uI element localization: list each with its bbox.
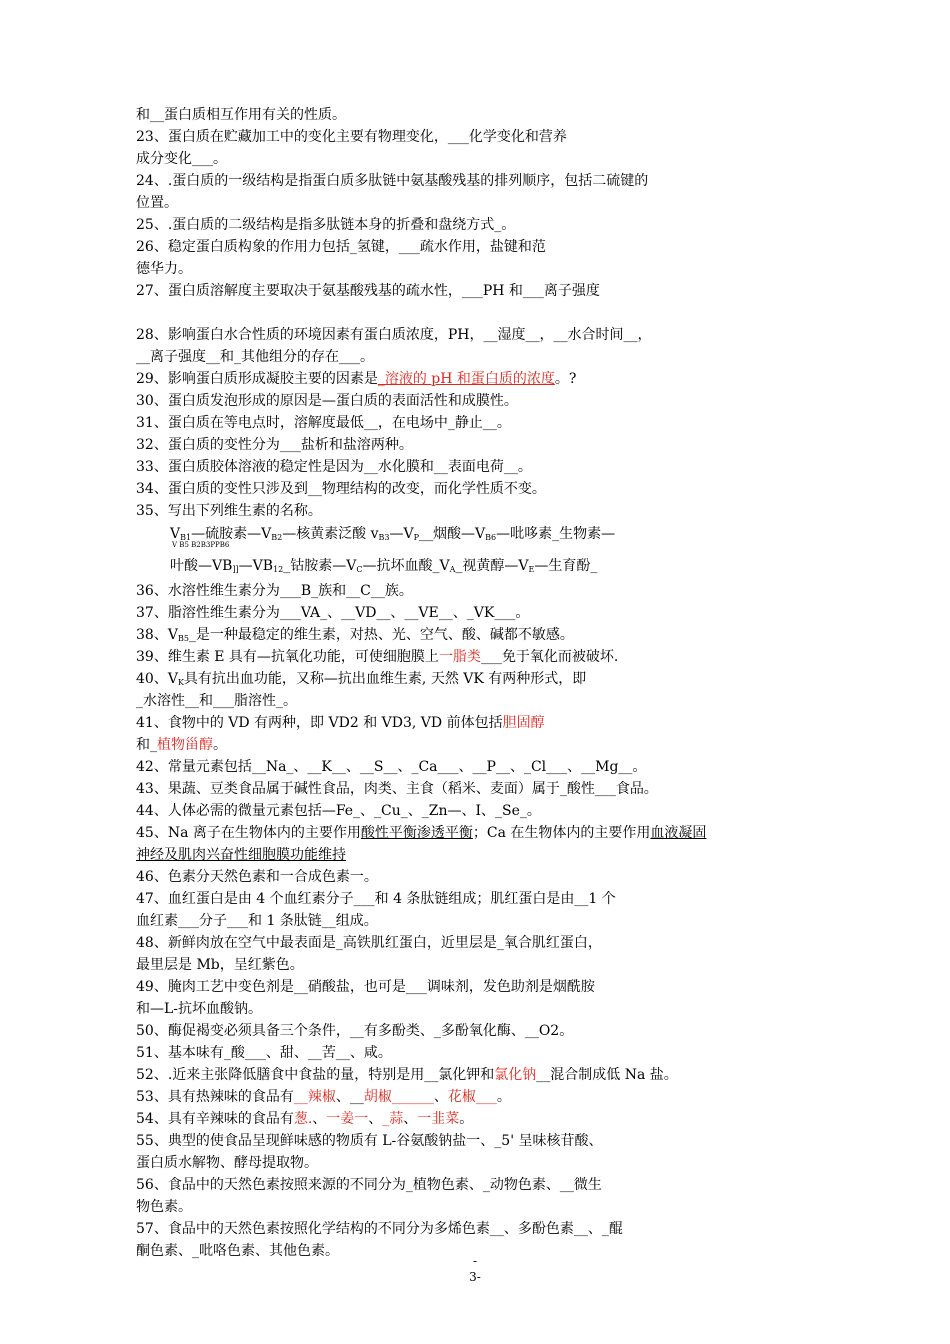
- text-run: 38、V: [136, 627, 178, 643]
- text-run: 41、食物中的 VD 有两种，即 VD2 和 VD3, VD 前体包括: [136, 715, 503, 731]
- text-run: 、: [433, 1089, 448, 1105]
- subscript: B2: [271, 533, 283, 542]
- text-run: 。: [459, 1111, 474, 1127]
- text-run: 54、具有辛辣味的食品有: [136, 1111, 294, 1127]
- highlighted-answer: 植物甾醇: [157, 737, 213, 753]
- text-run: —V: [389, 526, 414, 542]
- text-line: 34、蛋白质的变性只涉及到__物理结构的改变，而化学性质不变。: [136, 481, 546, 497]
- tiny-v: V: [172, 541, 178, 549]
- text-run: __混合制成低 Na 盐。: [536, 1067, 678, 1083]
- text-line: 酮色素、_吡咯色素、其他色素。: [136, 1243, 339, 1259]
- text-run: 。?: [554, 371, 577, 387]
- highlighted-answer: _蒜: [382, 1111, 404, 1127]
- subscript: B6: [485, 533, 497, 542]
- text-line: 33、蛋白质胶体溶液的稳定性是因为__水化膜和__表面电荷__。: [136, 459, 532, 475]
- text-line: 26、稳定蛋白质构象的作用力包括_氢键，___疏水作用，盐键和范: [136, 239, 546, 255]
- subscript: K: [177, 678, 184, 687]
- underlined-answer: 酸性平衡渗透平衡: [360, 825, 473, 841]
- text-line: 和—L-抗坏血酸钠。: [136, 1001, 263, 1017]
- subscript: A: [449, 565, 456, 574]
- text-line: 24、.蛋白质的一级结构是指蛋白质多肽链中氨基酸残基的排列顺序，包括二硫键的: [136, 173, 649, 189]
- text-run: 叶酸—VB: [170, 558, 233, 574]
- text-run: —吡哆素_生物素—: [496, 526, 616, 542]
- text-line: 51、基本味有_酸___、甜、__苦__、咸。: [136, 1045, 392, 1061]
- text-line-52: [136, 1064, 826, 1086]
- subscript: P: [413, 533, 420, 542]
- text-run: 52、.近来主张降低膳食中食盐的量，特别是用__氯化钾和: [136, 1067, 495, 1083]
- text-line: 47、血红蛋白是由 4 个血红素分子___和 4 条肽链组成；肌红蛋白是由__1 个: [136, 891, 616, 907]
- highlighted-answer: _溶液的 pH 和蛋白质的浓度: [377, 371, 555, 387]
- text-line: 物色素。: [136, 1199, 192, 1215]
- text-run: —VB: [238, 558, 274, 574]
- text-line: 27、蛋白质溶解度主要取决于氨基酸残基的疏水性，___PH 和___离子强度: [136, 283, 600, 299]
- text-line-39: [136, 646, 826, 668]
- text-line: 35、写出下列维生素的名称。: [136, 503, 322, 519]
- text-run: 、__: [335, 1089, 364, 1105]
- text-run: __烟酸—V: [419, 526, 486, 542]
- underlined-answer: 神经及肌肉兴奋性细胞膜功能维持: [136, 847, 346, 863]
- text-line: __离子强度__和_其他组分的存在___。: [136, 349, 374, 365]
- text-run: 45、Na 离子在生物体内的主要作用: [136, 825, 361, 841]
- text-run: 、: [368, 1111, 383, 1127]
- text-run: 、: [312, 1111, 327, 1127]
- text-run: —核黄素泛酸 v: [282, 526, 379, 542]
- text-run: 、: [403, 1111, 418, 1127]
- subscript: ]]: [232, 565, 239, 574]
- highlighted-answer: 胡椒______: [363, 1089, 434, 1105]
- text-line-29: [136, 368, 826, 390]
- subscript: 12: [273, 565, 284, 574]
- highlighted-answer: 葱.: [293, 1111, 313, 1127]
- highlighted-answer: __辣椒: [293, 1089, 336, 1105]
- text-line: 位置。: [136, 195, 178, 211]
- text-line-54: [136, 1108, 826, 1130]
- underlined-answer: 血液凝固: [650, 825, 707, 841]
- text-line: _水溶性__和___脂溶性_。: [136, 693, 297, 709]
- text-line: 德华力。: [136, 261, 192, 277]
- text-run: ；Ca 在生物体内的主要作用: [472, 825, 651, 841]
- text-line-53: [136, 1086, 826, 1108]
- text-line: 55、典型的使食品呈现鲜味感的物质有 L-谷氨酸钠盐一、_5' 呈味核苷酸、: [136, 1133, 603, 1149]
- text-line: 44、人体必需的微量元素包括—Fe_、_Cu_、_Zn—、I、_Se_。: [136, 803, 541, 819]
- text-line: 50、酶促褐变必须具备三个条件，__有多酚类、_多酚氧化酶、__O2。: [136, 1023, 574, 1039]
- text-run: 。: [213, 737, 227, 753]
- highlighted-answer: 一姜一: [326, 1111, 369, 1127]
- text-line: 42、常量元素包括__Na_、__K__、__S__、_Ca___、__P__、_Cl___、__Mg__。: [136, 759, 647, 775]
- text-line: 32、蛋白质的变性分为___盐析和盐溶两种。: [136, 437, 413, 453]
- text-line-45: [136, 822, 826, 844]
- text-line-38: [136, 624, 826, 646]
- highlighted-answer: 一韭菜: [417, 1111, 460, 1127]
- text-run: —硫胺素—V: [191, 526, 272, 542]
- highlighted-answer: 胆固醇: [502, 715, 545, 731]
- blank-line: [136, 302, 826, 324]
- highlighted-answer: 一脂类: [438, 649, 481, 665]
- text-run: 。: [496, 1089, 511, 1105]
- text-run: 53、具有热辣味的食品有: [136, 1089, 294, 1105]
- vitamin-row-1: [170, 524, 615, 548]
- subscript: E: [528, 565, 535, 574]
- text-line: 56、食品中的天然色素按照来源的不同分为_植物色素、_动物色素、__微生: [136, 1177, 602, 1193]
- highlighted-answer: 氯化钠: [494, 1067, 537, 1083]
- vitamin-subscript-strip: [172, 541, 229, 549]
- text-line: 28、影响蛋白水合性质的环境因素有蛋白质浓度，PH，__湿度__，__水合时间__，: [136, 327, 652, 343]
- subscript: B3: [378, 533, 390, 542]
- text-run: 39、维生素 E 具有—抗氧化功能，可使细胞膜上: [136, 649, 439, 665]
- text-line: 36、水溶性维生素分为___B_族和__C__族。: [136, 583, 413, 599]
- text-line: 30、蛋白质发泡形成的原因是—蛋白质的表面活性和成膜性。: [136, 393, 518, 409]
- subscript: C: [356, 565, 363, 574]
- page-footer-dash: -: [472, 1254, 478, 1268]
- vitamin-row-2: [170, 556, 597, 580]
- page-number: 3-: [469, 1270, 481, 1284]
- text-run: 和_: [136, 737, 157, 753]
- page-content: [136, 104, 826, 1262]
- text-line-41b: [136, 734, 826, 756]
- text-line-45b: [136, 844, 826, 866]
- text-line: 23、蛋白质在贮藏加工中的变化主要有物理变化，___化学变化和营养: [136, 129, 567, 145]
- subscript: B5: [177, 634, 189, 643]
- text-line: 血红素___分子___和 1 条肽链__组成。: [136, 913, 378, 929]
- text-line: 57、食品中的天然色素按照化学结构的不同分为多烯色素__、多酚色素__、_醌: [136, 1221, 623, 1237]
- text-line: 37、脂溶性维生素分为___VA_、__VD__、__VE__、_VK___。: [136, 605, 530, 621]
- text-run: 具有抗出血功能，又称—抗出血维生素, 天然 VK 有两种形式，即: [183, 671, 587, 687]
- vitamin-list: [136, 522, 826, 580]
- text-line-40: [136, 668, 826, 690]
- text-line: 最里层是 Mb，呈红紫色。: [136, 957, 304, 973]
- text-line-41: [136, 712, 826, 734]
- text-run: V: [170, 526, 181, 542]
- text-run: 40、V: [136, 671, 178, 687]
- text-run: ___免于氧化而被破坏.: [480, 649, 619, 665]
- text-line: 蛋白质水解物、酵母提取物。: [136, 1155, 318, 1171]
- text-run: —抗坏血酸_V: [362, 558, 450, 574]
- text-line: 48、新鲜肉放在空气中最表面是_高铁肌红蛋白，近里层是_氧合肌红蛋白，: [136, 935, 602, 951]
- text-line: 成分变化___。: [136, 151, 227, 167]
- text-run: _视黄醇—V: [455, 558, 529, 574]
- subscript: B1: [180, 533, 192, 542]
- text-line: 25、.蛋白质的二级结构是指多肽链本身的折叠和盘绕方式_。: [136, 217, 516, 233]
- text-line: 43、果蔬、豆类食品属于碱性食品，肉类、主食（稻米、麦面）属于_酸性___食品。: [136, 781, 658, 797]
- text-run: 29、影响蛋白质形成凝胶主要的因素是: [136, 371, 378, 387]
- highlighted-answer: 花椒___: [447, 1089, 497, 1105]
- tiny-codes: B5 B2B3PPB6: [179, 541, 230, 549]
- text-line: 31、蛋白质在等电点时，溶解度最低__，在电场中_静止__。: [136, 415, 511, 431]
- text-run: _钴胺素—V: [283, 558, 357, 574]
- text-line: 和__蛋白质相互作用有关的性质。: [136, 107, 346, 123]
- text-run: _是一种最稳定的维生素，对热、光、空气、酸、碱都不敏感。: [188, 627, 574, 643]
- text-line: 46、色素分天然色素和一合成色素一。: [136, 869, 378, 885]
- text-run: —生育酚_: [534, 558, 598, 574]
- text-line: 49、腌肉工艺中变色剂是__硝酸盐，也可是___调味剂，发色助剂是烟酰胺: [136, 979, 595, 995]
